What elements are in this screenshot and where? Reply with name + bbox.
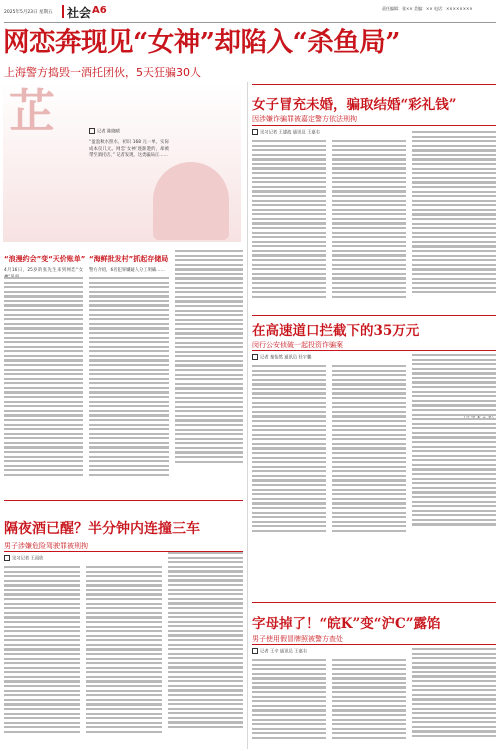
bottom-right-byline: [252, 648, 307, 655]
mid-right-rule: [252, 315, 496, 316]
lead-col3-text: [175, 250, 243, 495]
top-right-col2: [332, 140, 406, 298]
lead-col1-text: [4, 268, 83, 495]
bottom-right-byline-text: 记者 王辛 通讯员 王嘉韦: [260, 649, 308, 655]
mid-right-byline: [252, 354, 311, 361]
lead-col2-first-line: 警方介绍，6名犯罪嫌疑人分工明确……: [89, 268, 165, 273]
mid-right-col3: [412, 354, 496, 526]
lead-byline-text: 记者 陈晓晴: [97, 129, 120, 135]
author-icon: [252, 648, 258, 654]
lead-col1-first-line: 4月16日，25岁的张先生来到网恋“女: [4, 268, 83, 273]
mid-right-subtitle: 闵行公安侦破一起投资诈骗案: [252, 341, 343, 349]
lead-subtitle: 上海警方捣毁一酒托团伙，5天狂骗30人: [4, 66, 201, 79]
section-code: A6: [92, 5, 107, 16]
bottom-left-col2: [86, 566, 162, 733]
section-name: 社会: [67, 6, 92, 20]
top-right-subtitle: 因涉嫌诈骗罪被嘉定警方依法刑拘: [252, 115, 357, 123]
bottom-right-rule: [252, 602, 496, 603]
bottom-left-byline: [4, 555, 43, 562]
lead-intro: “盈盈秋水照水，初识 168 元一单，实际成本仅几元。网恋‘女神’逐渐邀约，却被带至酒托店。” 记者发现，这类骗局正……: [89, 140, 169, 159]
author-icon: [252, 129, 258, 135]
bottom-right-col1: [252, 659, 326, 739]
lead-byline: [89, 128, 120, 135]
author-icon: [4, 555, 10, 561]
lead-col1-lines: [4, 277, 83, 476]
header-rule: [4, 22, 496, 23]
lead-col2-heading: “海鲜批发村”抓起存储局: [89, 255, 169, 263]
bottom-left-subtitle: 男子涉嫌危险驾驶罪被刑拘: [4, 542, 88, 550]
bottom-left-byline-text: 见习记者 王雨欣: [12, 556, 44, 562]
top-right-col3: [412, 131, 496, 293]
bottom-left-col1: [4, 566, 80, 733]
mid-right-sub-rule: [252, 350, 496, 351]
top-right-rule: [252, 84, 496, 85]
bottom-left-title: 隔夜酒已醒？半分钟内连撞三车: [4, 521, 200, 537]
bottom-right-sub-rule: [252, 644, 496, 645]
top-right-col1: [252, 140, 326, 298]
bottom-left-col3: [168, 552, 243, 728]
lead-col2-lines: [89, 277, 169, 476]
bottom-left-rule: [4, 500, 243, 501]
author-icon: [252, 354, 258, 360]
author-icon: [89, 128, 95, 134]
top-right-byline-text: 见习记者 王建波 通讯员 王嘉韦: [260, 130, 320, 136]
editor-info: 责任编辑：张×× 美编：×× 电话：××××××××: [382, 6, 473, 11]
bottom-right-subtitle: 男子使用假冒牌照被警方查处: [252, 635, 343, 643]
bottom-right-col3: [412, 648, 496, 737]
lead-title: 网恋奔现见“女神”却陷入“杀鱼局”: [3, 27, 400, 58]
bottom-right-col2: [332, 659, 406, 739]
lead-col2-text: [89, 268, 169, 495]
lead-col1-heading: “浪漫约会”变“天价账单”: [4, 255, 86, 263]
lead-col3-lines: [175, 250, 243, 463]
mid-right-byline-text: 记者 秦怡然 通讯员 杜宇鹏: [260, 355, 312, 361]
top-right-title: 女子冒充未婚，骗取结婚“彩礼钱”: [252, 97, 457, 113]
center-column-rule: [247, 82, 248, 749]
decorative-glyph-art: 芷: [9, 84, 55, 138]
page-header: [0, 0, 500, 24]
bottom-right-title: 字母掉了！“皖K”变“沪C”露馅: [252, 616, 441, 632]
section-divider: [62, 5, 64, 18]
issue-date: 2025年5月23日 星期五: [4, 10, 53, 15]
mid-right-col1: [252, 365, 326, 532]
mid-right-title: 在高速道口拦截下的35万元: [252, 323, 420, 339]
top-right-sub-rule: [252, 125, 496, 126]
top-right-byline: [252, 129, 320, 136]
mid-right-col2: [332, 365, 406, 532]
